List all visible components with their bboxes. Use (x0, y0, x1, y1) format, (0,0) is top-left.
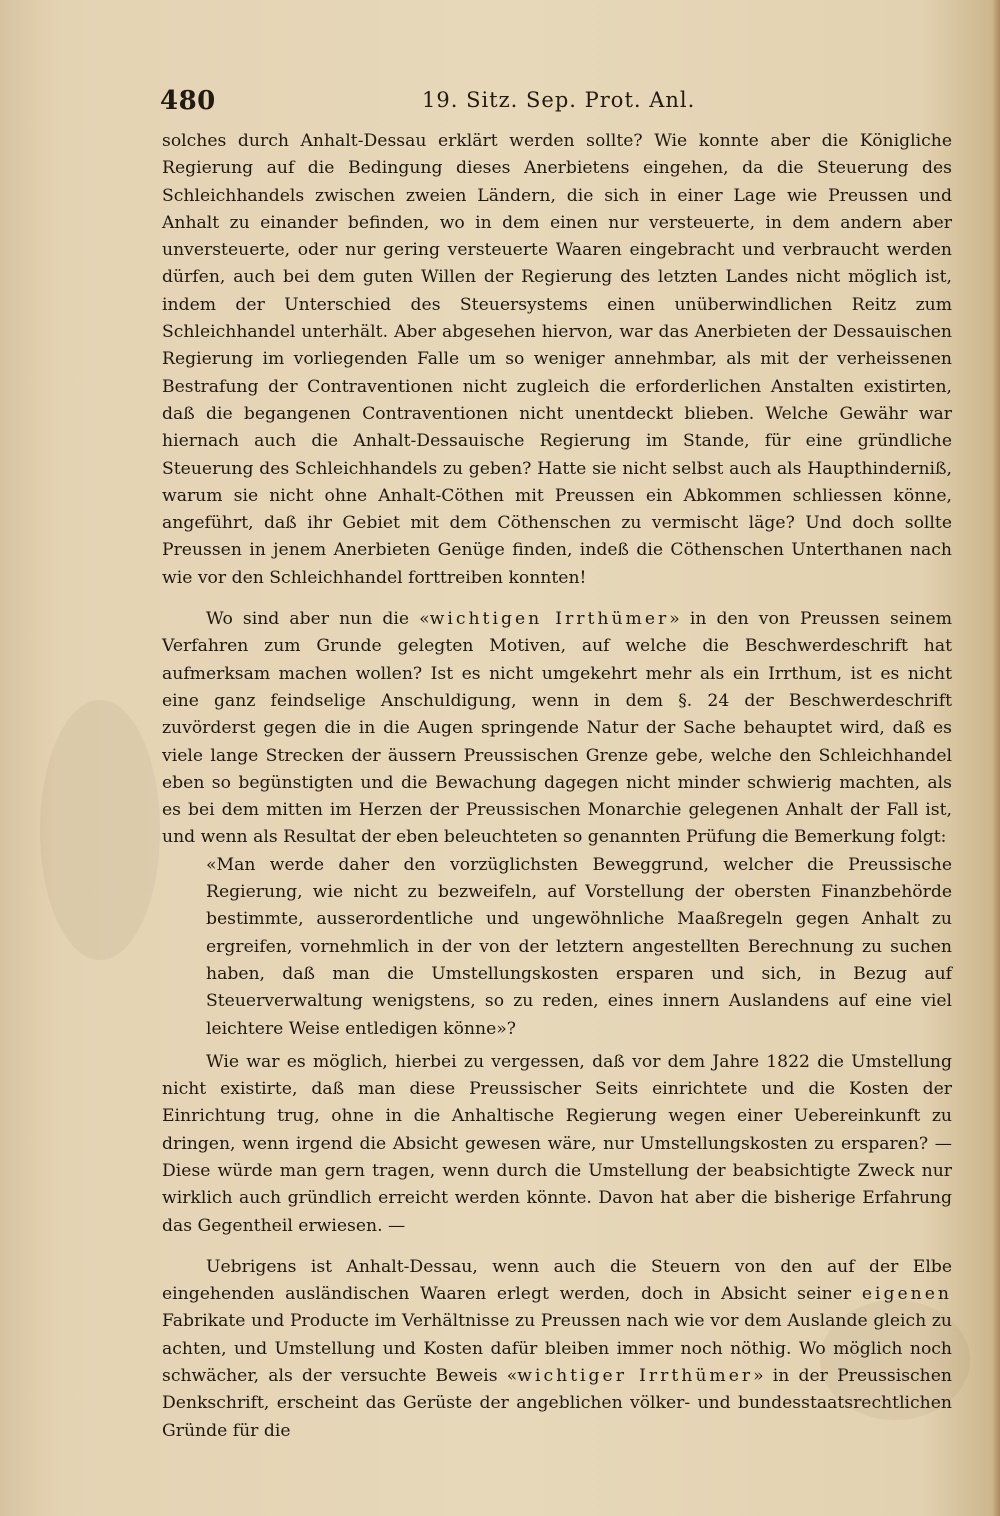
paragraph-1: solches durch Anhalt-Dessau erklärt werden sollte? Wie konnte aber die Königliche Regierung auf die Bedingung dieses Anerbietens eingehen, da die Steuerung des Schleichhandels zwischen zweien Ländern, die sich in einer Lage wie Preussen und Anhalt zu einander befinden, wo in dem einen nur versteuerte, in dem andern aber unversteuerte, oder nur gering versteuerte Waaren eingebracht und verbraucht werden dürfen, auch bei dem guten Willen der Regierung des letzten Landes nicht möglich ist, indem der Unterschied des Steuersystems einen unüberwindlichen Reitz zum Schleichhandel unterhält. Aber abgesehen hiervon, war das Anerbieten der Dessauischen Regierung im vorliegenden Falle um so weniger annehmbar, als mit der verheissenen Bestrafung der Contraventionen nicht zugleich die erforderlichen Anstalten existirten, daß die begangenen Contraventionen nicht unentdeckt blieben. Welche Gewähr war hiernach auch die Anhalt-Dessauische Regierung im Stande, für eine gründliche Steuerung des Schleichhandels zu geben? Hatte sie nicht selbst auch als Haupthinderniß, warum sie nicht ohne Anhalt-Cöthen mit Preussen ein Abkommen schliessen könne, angeführt, daß ihr Gebiet mit dem Cöthenschen zu vermischt läge? Und doch sollte Preussen in jenem Anerbieten Genüge finden, indeß die Cöthenschen Unterthanen nach wie vor den Schleichhandel forttreiben konnten! (162, 131, 952, 588)
page-header (160, 86, 960, 118)
paragraph-4-text-b: Fabrikate und Producte im Verhältnisse zu Preussen nach wie vor dem Auslande gleich zu achten, und Umstellung und Kosten dafür bleiben immer noch nöthig. Wo möglich noch schwächer, als der versuchte Beweis « (162, 1311, 952, 1387)
emphasis-wichtiger-irrthuemer: wichtiger Irrthümer (517, 1366, 754, 1387)
paper-stain (40, 700, 160, 960)
paragraph-2-text-a: Wo sind aber nun die « (206, 609, 430, 630)
emphasis-eigenen: eigenen (861, 1284, 952, 1305)
paragraph-2-text-b: » in den von Preussen seinem Verfahren zum Grunde gelegten Motiven, auf welche die Beschwerdeschrift hat aufmerksam machen wollen? Ist es nicht umgekehrt mehr als ein Irrthum, ist es nicht eine ganz feindselige Anschuldigung, wenn in dem §. 24 der Beschwerdeschrift zuvörderst gegen die in die Augen springende Natur der Sache behauptet wird, daß es viele lange Strecken der äussern Preussischen Grenze gebe, welche den Schleichhandel eben so begünstigten und die Bewachung dagegen nicht minder schwierig machten, als es bei dem mitten im Herzen der Preussischen Monarchie gelegenen Anhalt der Fall ist, und wenn als Resultat der eben beleuchteten so genannten Prüfung die Bemerkung folgt: (162, 609, 953, 848)
body-text (162, 128, 952, 1445)
emphasis-wichtigen-irrthuemer: wichtigen Irrthümer (429, 609, 670, 630)
paragraph-4-text-c: » in der Preussischen Denkschrift, erscheint das Gerüste der angeblichen völker- und bundesstaatsrechtlichen Gründe für die (162, 1366, 952, 1441)
paragraph-gap (162, 1240, 952, 1254)
paragraph-3: Wie war es möglich, hierbei zu vergessen, daß vor dem Jahre 1822 die Umstellung nicht existirte, daß man diese Preussischer Seits einrichtete und die Kosten der Einrichtung trug, ohne in die Anhaltische Regierung wegen einer Uebereinkunft zu dringen, wenn irgend die Absicht gewesen wäre, nur Umstellungskosten zu ersparen? — Diese würde man gern tragen, wenn durch die Umstellung der beabsichtigte Zweck nur wirklich auch gründlich erreicht werden könnte. Davon hat aber die bisherige Erfahrung das Gegentheil erwiesen. — (162, 1051, 952, 1236)
paragraph-4-text-a: Uebrigens ist Anhalt-Dessau, wenn auch die Steuern von den auf der Elbe eingehenden ausländischen Waaren erlegt werden, doch in Absicht seiner (162, 1256, 952, 1305)
paragraph-4 (162, 1254, 952, 1445)
page-number: 480 (160, 86, 216, 116)
paragraph-gap (162, 592, 952, 606)
block-quote: «Man werde daher den vorzüglichsten Beweggrund, welcher die Preussische Regierung, wie nicht zu bezweifeln, auf Vorstellung der obersten Finanzbehörde bestimmte, ausserordentliche und ungewöhnliche Maaßregeln gegen Anhalt zu ergreifen, vornehmlich in der von der letztern angestellten Berechnung zu suchen haben, daß man die Umstellungskosten ersparen und sich, in Bezug auf Steuerverwaltung wenigstens, so zu reden, eines innern Auslandens auf eine viel leichtere Weise entledigen könne»? (206, 854, 952, 1039)
paragraph-2 (162, 606, 952, 852)
running-head: 19. Sitz. Sep. Prot. Anl. (422, 88, 696, 112)
